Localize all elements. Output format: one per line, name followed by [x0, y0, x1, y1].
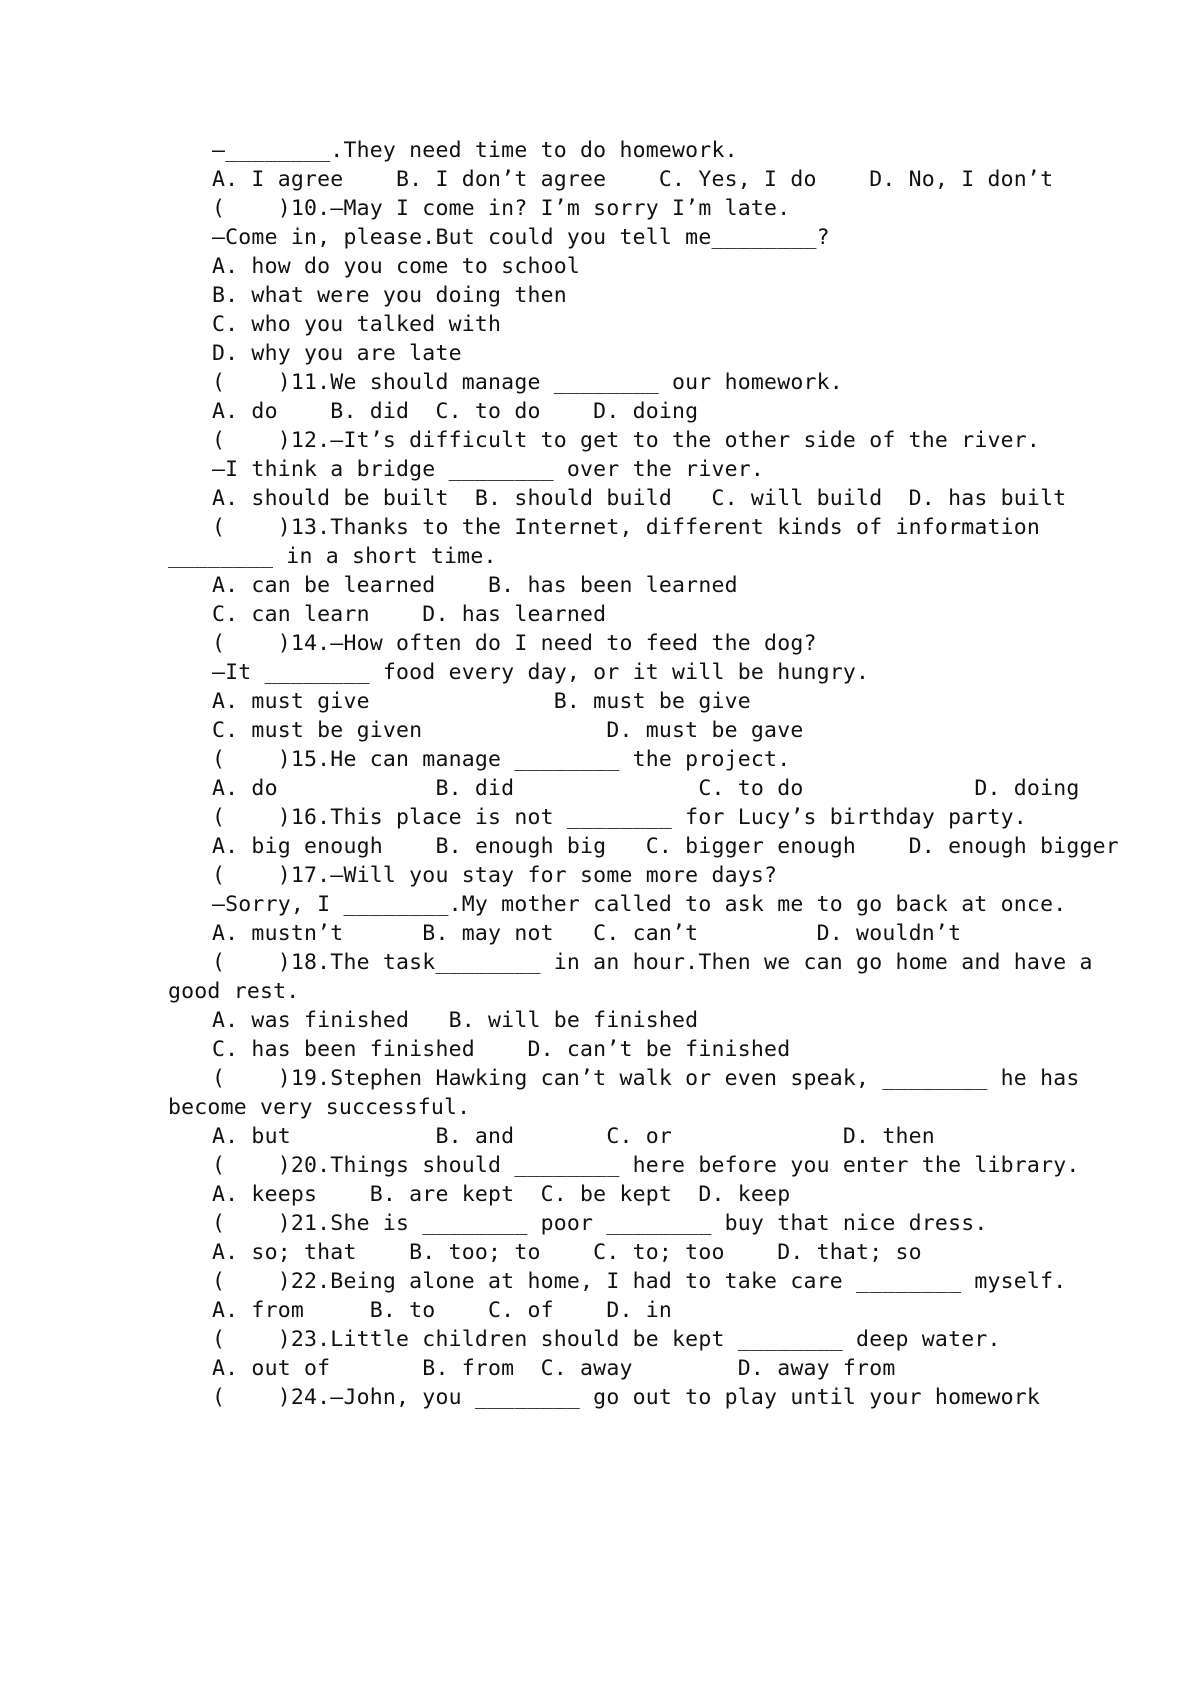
text-line: C. who you talked with: [212, 312, 502, 337]
text-line: ________ in a short time.: [168, 544, 497, 569]
text-line: ( )15.He can manage ________ the project.: [212, 747, 791, 772]
text-line: D. why you are late: [212, 341, 462, 366]
text-line: A. so; that B. too; to C. to; too D. that; so: [212, 1240, 922, 1265]
text-line: B. what were you doing then: [212, 283, 567, 308]
text-line: A. big enough B. enough big C. bigger enough D. enough bigger: [212, 834, 1119, 859]
text-line: ( )16.This place is not ________ for Lucy’s birthday party.: [212, 805, 1027, 830]
text-line: ( )13.Thanks to the Internet, different kinds of information: [212, 515, 1041, 540]
text-line: A. but B. and C. or D. then: [212, 1124, 935, 1149]
text-line: A. out of B. from C. away D. away from: [212, 1356, 896, 1381]
text-line: C. has been finished D. can’t be finished: [212, 1037, 791, 1062]
text-line: —Come in, please.But could you tell me________?: [212, 225, 830, 250]
text-line: A. must give B. must be give: [212, 689, 751, 714]
text-line: ( )18.The task________ in an hour.Then we can go home and have a: [212, 950, 1093, 975]
text-line: A. mustn’t B. may not C. can’t D. wouldn’t: [212, 921, 962, 946]
text-line: ( )24.—John, you ________ go out to play until your homework: [212, 1385, 1041, 1410]
text-line: ( )21.She is ________ poor ________ buy that nice dress.: [212, 1211, 988, 1236]
text-line: ( )14.—How often do I need to feed the dog?: [212, 631, 817, 656]
text-line: A. do B. did C. to do D. doing: [212, 776, 1080, 801]
text-line: A. from B. to C. of D. in: [212, 1298, 673, 1323]
text-line: ( )23.Little children should be kept ________ deep water.: [212, 1327, 1001, 1352]
text-line: —Sorry, I ________.My mother called to ask me to go back at once.: [212, 892, 1067, 917]
text-line: ( )19.Stephen Hawking can’t walk or even speak, ________ he has: [212, 1066, 1080, 1091]
text-line: ( )11.We should manage ________ our homework.: [212, 370, 843, 395]
text-line: ( )20.Things should ________ here before you enter the library.: [212, 1153, 1080, 1178]
text-line: —I think a bridge ________ over the river.: [212, 457, 765, 482]
text-line: become very successful.: [168, 1095, 471, 1120]
text-line: A. should be built B. should build C. will build D. has built: [212, 486, 1067, 511]
text-line: A. do B. did C. to do D. doing: [212, 399, 699, 424]
text-line: —It ________ food every day, or it will be hungry.: [212, 660, 870, 685]
text-line: A. can be learned B. has been learned: [212, 573, 738, 598]
text-line: ( )22.Being alone at home, I had to take care ________ myself.: [212, 1269, 1067, 1294]
text-line: C. must be given D. must be gave: [212, 718, 804, 743]
text-line: ( )10.—May I come in? I’m sorry I’m late.: [212, 196, 791, 221]
text-line: —________.They need time to do homework.: [212, 138, 738, 163]
text-line: good rest.: [168, 979, 300, 1004]
text-line: ( )17.—Will you stay for some more days?: [212, 863, 778, 888]
text-line: A. I agree B. I don’t agree C. Yes, I do D. No, I don’t: [212, 167, 1054, 192]
text-line: ( )12.—It’s difficult to get to the other side of the river.: [212, 428, 1041, 453]
text-line: A. keeps B. are kept C. be kept D. keep: [212, 1182, 791, 1207]
text-line: C. can learn D. has learned: [212, 602, 607, 627]
text-line: A. how do you come to school: [212, 254, 581, 279]
text-line: A. was finished B. will be finished: [212, 1008, 699, 1033]
